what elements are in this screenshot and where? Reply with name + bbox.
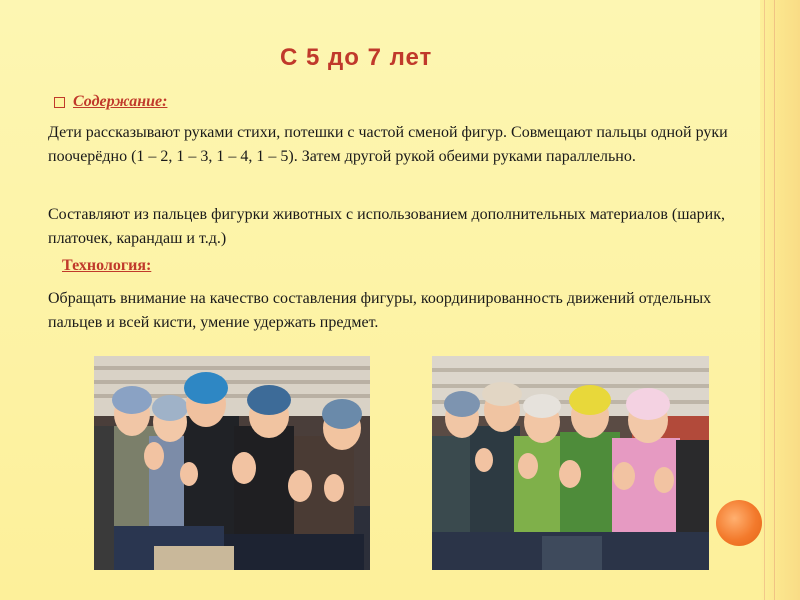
paragraph-3: Обращать внимание на качество составления фигуры, координированность движений отдельных пальцев и всей кисти, умение удержать предмет.: [48, 290, 712, 331]
orange-circle-decoration: [716, 500, 762, 546]
paragraph-2: Составляют из пальцев фигурки животных с использованием дополнительных материалов (шарик, платочек, карандаш и т.д.): [48, 206, 725, 247]
square-bullet-icon: [54, 97, 65, 108]
slide-title: С 5 до 7 лет: [280, 44, 433, 71]
content-heading-row: [54, 93, 167, 111]
decorative-right-border: [760, 0, 800, 600]
paragraph-1: Дети рассказывают руками стихи, потешки с частой сменой фигур. Совмещают пальцы одной руки поочерёдно (1 – 2, 1 – 3, 1 – 4, 1 – 5). Затем другой рукой обеими руками параллельно.: [48, 124, 728, 165]
photo-children-right: [432, 356, 709, 570]
technology-label: Технология:: [62, 257, 152, 274]
content-label: Содержание:: [73, 93, 168, 110]
photo-children-left: [94, 356, 370, 570]
